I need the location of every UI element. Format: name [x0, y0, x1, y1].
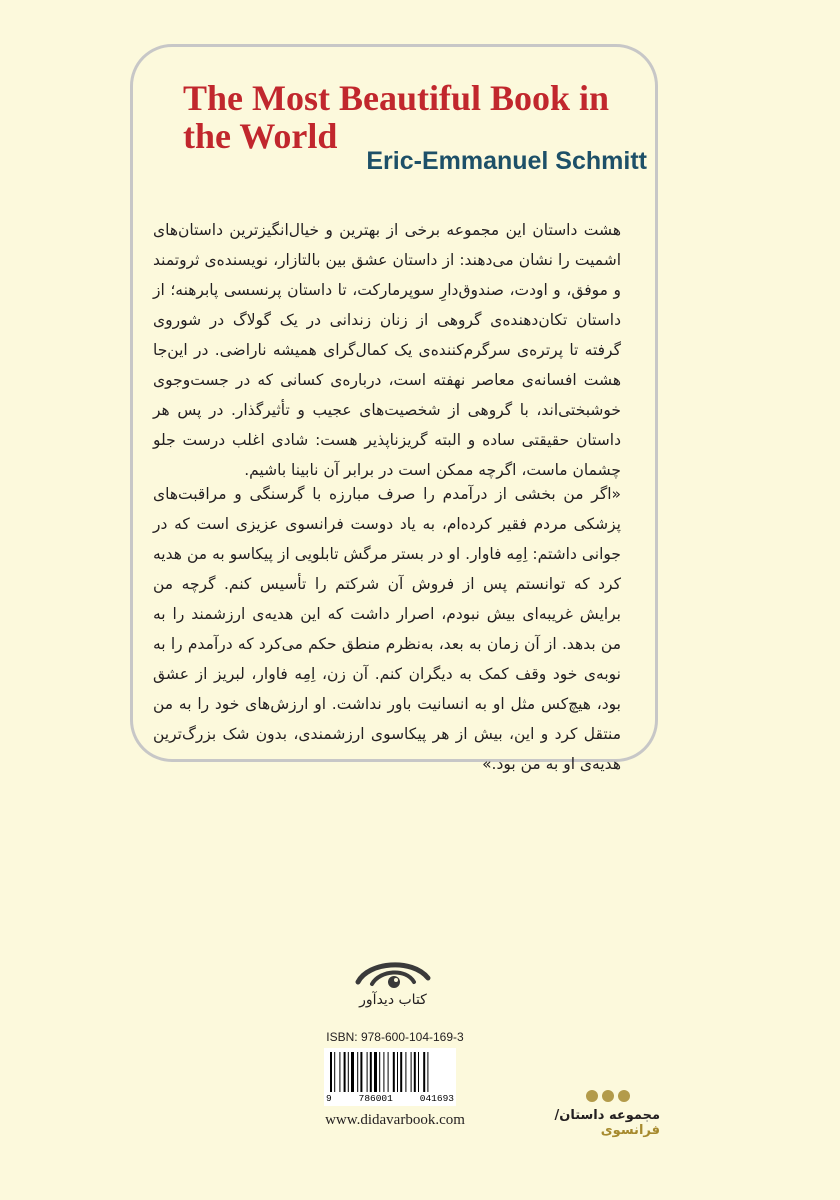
barcode-bars	[330, 1052, 450, 1092]
barcode-digit-group-2: 041693	[419, 1093, 454, 1104]
eye-swirl-icon	[354, 958, 432, 992]
blurb-paragraph-2: «اگر من بخشی از درآمدم را صرف مبارزه با گرسنگی و مراقبت‌های پزشکی مردم فقیر کرده‌ام، به یاد دوست فرانسوی عزیزی است که در جوانی داشتم: اِمِه فاوار. او در بستر مرگش تابلویی از پیکاسو به من هدیه کرد که توانستم پس از فروش آن شرکتم را تأسیس کنم. گرچه من برایش غریبه‌ای بیش نبودم، اصرار داشت که این هدیه‌ی ارزشمند را به من بدهد. از آن زمان به بعد، به‌نظرم منطق حکم می‌کرد که درآمدم را به نوبه‌ی خود وقف کمک به دیگران کنم. آن زن، اِمِه فاوار، لبریز از عشق بود، هیچ‌کس مثل او به انسانیت باور نداشت. او ارزش‌های خود را به من منتقل کرد و این، بیش از هر پیکاسوی ارزشمندی، بدون شک بزرگ‌ترین هدیه‌ی او به من بود.»	[153, 485, 621, 773]
barcode-digit-prefix: 9	[326, 1093, 332, 1104]
blurb-paragraph-1: هشت داستان این مجموعه برخی از بهترین و خیال‌انگیزترین داستان‌های اشمیت را نشان می‌دهند: از داستان عشق بین بالتازار، نویسنده‌ی ثروتمند و موفق، و اودت، صندوق‌دارِ سوپرمارکت، تا داستان پرنسسی پابرهنه؛ از داستان تکان‌دهنده‌ی گروهی از زنان زندانی در یک گولاگ در شوروی گرفته تا پرتره‌ی سرگرم‌کننده‌ی یک کمال‌گرای همیشه ناراضی. در این‌جا هشت افسانه‌ی معاصر نهفته است، درباره‌ی کسانی که در جست‌وجوی خوشبختی‌اند، با گروهی از شخصیت‌های عجیب و تأثیرگذار. در پس هر داستان حقیقتی ساده و البته گریزناپذیر هست: شادی اغلب درست جلو چشمان ماست، اگرچه ممکن است در برابر آن نابینا باشیم.	[153, 221, 621, 479]
isbn-number: ISBN: 978-600-104-169-3	[326, 1030, 464, 1044]
series-label	[520, 1108, 660, 1138]
series-sub-label: فرانسوی	[600, 1123, 660, 1138]
barcode-digit-group-1: 786001	[358, 1093, 393, 1104]
series-dot-1	[586, 1090, 598, 1102]
publisher-website: www.didavarbook.com	[325, 1112, 465, 1128]
series-dot-2	[602, 1090, 614, 1102]
series-dots	[586, 1090, 630, 1102]
series-separator: /	[554, 1108, 560, 1123]
series-main-label: مجموعه داستان	[559, 1108, 660, 1123]
series-dot-3	[618, 1090, 630, 1102]
back-cover-panel	[130, 44, 658, 773]
publisher-name: کتاب دیدآور	[359, 992, 427, 1008]
barcode-digits	[326, 1093, 454, 1104]
barcode	[324, 1048, 456, 1106]
book-title: The Most Beautiful Book in the World	[183, 78, 610, 156]
author-name: Eric-Emmanuel Schmitt	[366, 147, 647, 175]
